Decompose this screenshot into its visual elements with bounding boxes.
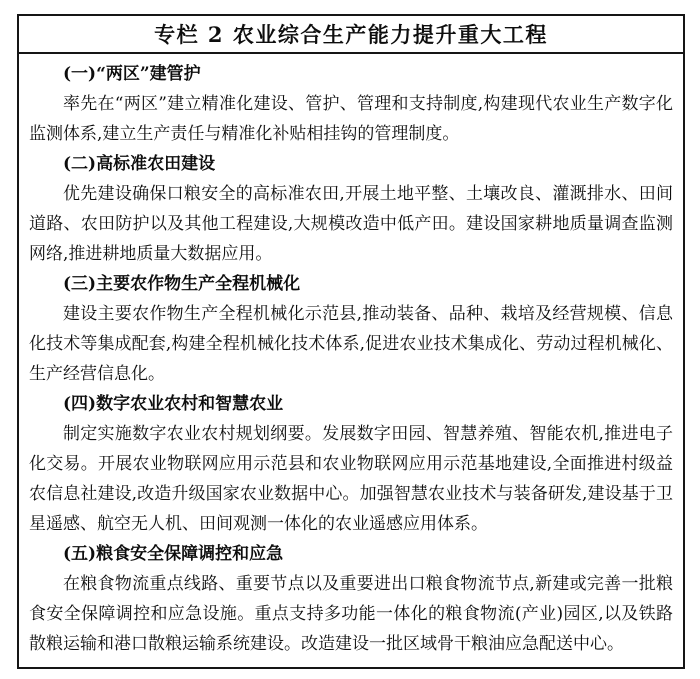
section-paragraph: 在粮食物流重点线路、重要节点以及重要进出口粮食物流节点,新建或完善一批粮食安全保障调控和应急设施。重点支持多功能一体化的粮食物流(产业)园区,以及铁路散粮运输和港口散粮运输系统建设。改造建设一批区域骨干粮油应急配送中心。 (29, 574, 673, 654)
section-heading: (四)数字农业农村和智慧农业 (63, 394, 284, 414)
section-paragraph: 制定实施数字农业农村规划纲要。发展数字田园、智慧养殖、智能农机,推进电子化交易。开展农业物联网应用示范县和农业物联网应用示范基地建设,全面推进村级益农信息社建设,改造升级国家农业数据中心。加强智慧农业技术与装备研发,建设基于卫星遥感、航空无人机、田间观测一体化的农业遥感应用体系。 (29, 424, 673, 534)
section-heading: (二)高标准农田建设 (63, 154, 216, 174)
section-heading: (五)粮食安全保障调控和应急 (63, 544, 284, 564)
section-grain-security (29, 539, 673, 659)
panel-header (19, 16, 683, 54)
panel-body (19, 54, 683, 667)
section-paragraph: 优先建设确保口粮安全的高标准农田,开展土地平整、土壤改良、灌溉排水、田间道路、农田防护以及其他工程建设,大规模改造中低产田。建设国家耕地质量调查监测网络,推进耕地质量大数据应用。 (29, 184, 673, 264)
section-full-mechanization (29, 269, 673, 389)
section-digital-agriculture (29, 389, 673, 539)
section-high-standard-farmland (29, 149, 673, 269)
section-heading: (三)主要农作物生产全程机械化 (63, 274, 301, 294)
panel-title: 专栏 2 农业综合生产能力提升重大工程 (154, 22, 548, 47)
section-paragraph: 建设主要农作物生产全程机械化示范县,推动装备、品种、栽培及经营规模、信息化技术等集成配套,构建全程机械化技术体系,促进农业技术集成化、劳动过程机械化、生产经营信息化。 (29, 304, 673, 384)
section-two-zones (29, 59, 673, 149)
section-paragraph: 率先在“两区”建立精准化建设、管护、管理和支持制度,构建现代农业生产数字化监测体系,建立生产责任与精准化补贴相挂钩的管理制度。 (29, 94, 673, 144)
callout-box (17, 14, 685, 669)
section-heading: (一)“两区”建管护 (63, 64, 201, 84)
